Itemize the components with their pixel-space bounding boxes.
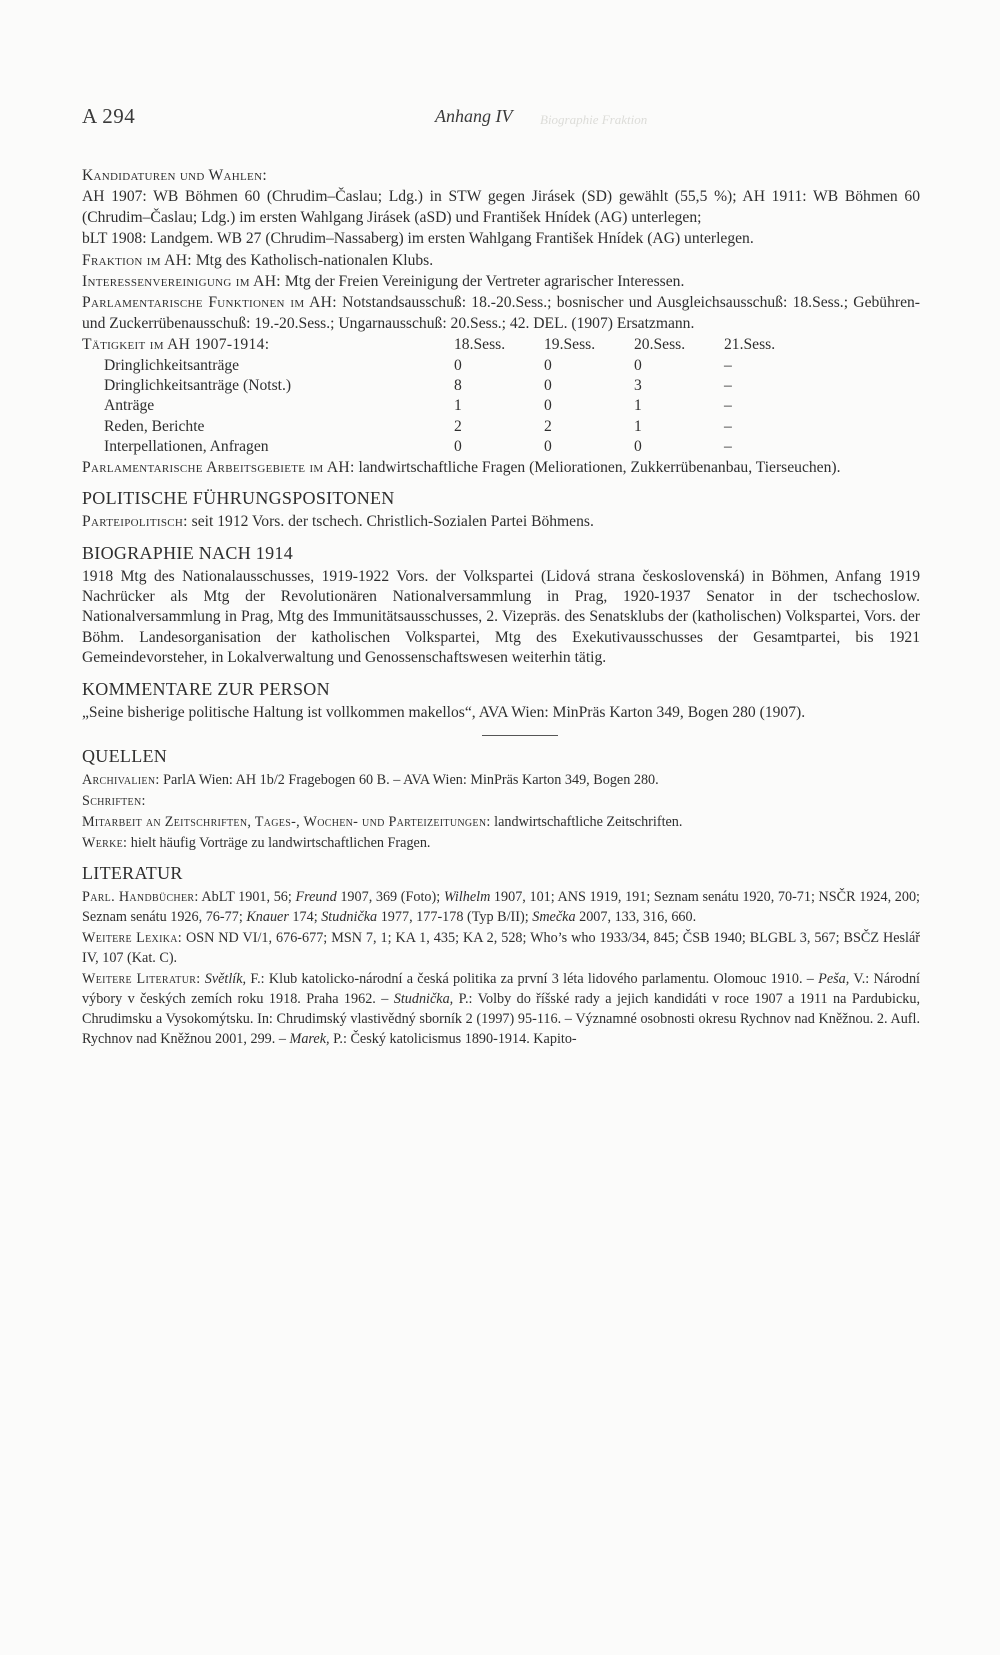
- lit-author: Studnička,: [393, 990, 454, 1007]
- lit-author: Peša,: [818, 970, 850, 987]
- lit-text: P.: Český katolicismus 1890-1914. Kapito-: [329, 1030, 577, 1047]
- interessen-label: Interessenvereinigung im AH:: [82, 273, 281, 291]
- activity-header: 21.Sess.: [724, 336, 776, 354]
- page-number: A 294: [82, 104, 136, 128]
- activity-cell: –: [724, 417, 732, 435]
- activity-cell: –: [724, 438, 732, 456]
- handbuecher-label: Parl. Handbücher:: [82, 888, 199, 905]
- section-heading-kommentare: KOMMENTARE ZUR PERSON: [82, 678, 330, 699]
- section-heading-fuehrung: POLITISCHE FÜHRUNGSPOSITONEN: [82, 488, 395, 509]
- activity-cell: –: [724, 377, 732, 395]
- fraktion-text: Mtg des Katholisch-nationalen Klubs.: [195, 251, 434, 269]
- section-heading-literatur: LITERATUR: [82, 862, 183, 883]
- handbuecher-entry: [82, 887, 920, 927]
- werke-text: hielt häufig Vorträge zu landwirtschaftlichen Fragen.: [130, 834, 431, 851]
- activity-header: 19.Sess.: [544, 336, 596, 354]
- section-heading-biographie: BIOGRAPHIE NACH 1914: [82, 542, 294, 563]
- section-heading-quellen: QUELLEN: [82, 745, 168, 766]
- kandidaturen-ah: AH 1907: WB Böhmen 60 (Chrudim–Časlau; Ldg.) in STW gegen Jirásek (SD) gewählt (55,5 %); AH 1911: WB Böhmen 60 (Chrudim–Časlau; Ldg.) im ersten Wahlgang Jirásek (aSD) und František Hnídek (AG) unterlegen;: [82, 188, 920, 226]
- interessen-text: Mtg der Freien Vereinigung der Vertreter agrarischer Interessen.: [284, 273, 685, 291]
- lexika-label: Weitere Lexika:: [82, 929, 182, 946]
- section-divider: [482, 735, 558, 736]
- activity-cell: 8: [454, 377, 462, 395]
- activity-cell: 0: [544, 356, 552, 374]
- activity-cell: 0: [634, 356, 642, 374]
- fuehrung-entry: [82, 512, 920, 532]
- lit-text: V.: Národní výbory v českých zemích roku 1918. Praha 1962. –: [82, 970, 920, 1007]
- arbeitsgebiete-entry: [82, 458, 920, 478]
- lexika-entry: [82, 928, 920, 968]
- activity-cell: 2: [544, 417, 552, 435]
- activity-row: [82, 396, 824, 416]
- activity-cell: 0: [454, 356, 462, 374]
- lexika-text: OSN ND VI/1, 676-677; MSN 7, 1; KA 1, 435; KA 2, 528; Who’s who 1933/34, 845; ČSB 1940; BLGBL 3, 567; BSČZ Heslář IV, 107 (Kat. C).: [82, 929, 920, 966]
- activity-row-label: Dringlichkeitsanträge (Notst.): [104, 377, 292, 395]
- activity-cell: 0: [544, 377, 552, 395]
- activity-cell: 1: [634, 397, 642, 415]
- lit-text: F.: Klub katolicko-národní a česká politika za první 3 léta lidového parlamentu. Olomouc 1910. –: [246, 970, 819, 987]
- activity-cell: 1: [454, 397, 462, 415]
- activity-cell: –: [724, 356, 732, 374]
- hb-text: 2007, 133, 316, 660.: [575, 908, 697, 925]
- werke-label: Werke:: [82, 834, 128, 851]
- fraktion-label: Fraktion im AH:: [82, 251, 192, 269]
- fraktion-entry: [82, 251, 920, 271]
- activity-cell: 3: [634, 377, 642, 395]
- funktionen-entry: [82, 293, 920, 334]
- activity-row: [82, 417, 824, 437]
- kandidaturen-label: Kandidaturen und Wahlen:: [82, 167, 267, 184]
- funktionen-label: Parlamentarische Funktionen im AH:: [82, 294, 337, 312]
- weitere-literatur-entry: [82, 969, 920, 1049]
- hb-text: AbLT 1901, 56;: [201, 888, 296, 905]
- kommentare-text: „Seine bisherige politische Haltung ist vollkommen makellos“, AVA Wien: MinPräs Karton 349, Bogen 280 (1907).: [82, 703, 806, 721]
- activity-row-label: Dringlichkeitsanträge: [104, 356, 240, 374]
- activity-cell: –: [724, 397, 732, 415]
- activity-row-label: Interpellationen, Anfragen: [104, 438, 269, 456]
- activity-row: [82, 437, 824, 457]
- archivalien-entry: [82, 770, 920, 790]
- kandidaturen-blt: bLT 1908: Landgem. WB 27 (Chrudim–Nassaberg) im ersten Wahlgang František Hnídek (AG) unterlegen.: [82, 230, 754, 248]
- fuehrung-label: Parteipolitisch:: [82, 513, 188, 531]
- activity-cell: 0: [544, 438, 552, 456]
- activity-row: [82, 356, 824, 376]
- schriften-label: Schriften:: [82, 792, 146, 809]
- hb-text: 174;: [288, 908, 322, 925]
- lit-author: Marek,: [289, 1030, 330, 1047]
- funktionen-text: Notstandsausschuß: 18.-20.Sess.; bosnischer und Ausgleichsausschuß: 18.Sess.; Gebühren- und Zuckerrübenausschuß: 19.-20.Sess.; Ungarnausschuß: 20.Sess.; 42. DEL. (1907) Ersatzmann.: [82, 294, 920, 332]
- archivalien-text: ParlA Wien: AH 1b/2 Fragebogen 60 B. – AVA Wien: MinPräs Karton 349, Bogen 280.: [163, 771, 659, 788]
- mitarbeit-entry: [82, 812, 920, 832]
- activity-cell: 1: [634, 417, 642, 435]
- activity-header: 20.Sess.: [634, 336, 686, 354]
- activity-header-row: [82, 335, 824, 355]
- mitarbeit-text: landwirtschaftliche Zeitschriften.: [494, 813, 683, 830]
- running-title: Anhang IV: [435, 106, 513, 126]
- activity-label: Tätigkeit im AH 1907-1914:: [82, 336, 270, 354]
- hb-author: Knauer: [246, 908, 289, 925]
- bleed-through-text: Biographie Fraktion: [540, 112, 648, 127]
- activity-table: [82, 335, 824, 457]
- lit-text: P.: Volby do říšské rady a jejich kandidáti v roce 1907 a 1911 na Pardubicku, Chrudimsku a Vysokomýtsku. In: Chrudimský vlastivědný sborník 2 (1997) 95-116. – Významné osobnosti okresu Rychnov nad Kněžnou. 2. Aufl. Rychnov nad Kněžnou 2001, 299. –: [82, 990, 920, 1047]
- activity-row-label: Anträge: [104, 397, 155, 415]
- page-body: [82, 166, 920, 1050]
- hb-author: Freund: [295, 888, 337, 905]
- arbeitsgebiete-text: landwirtschaftliche Fragen (Meliorationen, Zukkerrübenanbau, Tierseuchen).: [358, 458, 841, 476]
- hb-text: 1907, 101; ANS 1919, 191; Seznam senátu 1920, 70-71; NSČR 1924, 200; Seznam senátu 1926, 76-77;: [82, 888, 920, 925]
- hb-author: Studnička: [321, 908, 378, 925]
- hb-author: Smečka: [532, 908, 576, 925]
- hb-text: 1977, 177-178 (Typ B/II);: [377, 908, 533, 925]
- werke-entry: [82, 833, 920, 853]
- activity-cell: 0: [454, 438, 462, 456]
- activity-cell: 0: [634, 438, 642, 456]
- activity-row-label: Reden, Berichte: [104, 417, 205, 435]
- weitere-literatur-label: Weitere Literatur:: [82, 970, 201, 987]
- hb-text: 1907, 369 (Foto);: [336, 888, 444, 905]
- activity-cell: 2: [454, 417, 462, 435]
- fuehrung-text: seit 1912 Vors. der tschech. Christlich-Sozialen Partei Böhmens.: [191, 513, 594, 531]
- activity-header: 18.Sess.: [454, 336, 506, 354]
- biographie-text: 1918 Mtg des Nationalausschusses, 1919-1922 Vors. der Volkspartei (Lidová strana československá) in Böhmen, Anfang 1919 Nachrücker als Mtg der Revolutionären Nationalversammlung in Prag, 1920-1937 Senator in der tschechoslow. Nationalversammlung in Prag, Mtg des Immunitätsausschusses, 2. Vizepräs. des Senatsklubs der (katholischen) Volkspartei, Vors. der Böhm. Landesorganisation der katholischen Volkspartei, Mtg des Exekutivausschusses der Gesamtpartei, bis 1921 Gemeindevorsteher, in Lokalverwaltung und Genossenschaftswesen weiterhin tätig.: [82, 567, 920, 667]
- activity-cell: 0: [544, 397, 552, 415]
- hb-author: Wilhelm: [443, 888, 491, 905]
- mitarbeit-label: Mitarbeit an Zeitschriften, Tages-, Wochen- und Parteizeitungen:: [82, 813, 491, 830]
- interessen-entry: [82, 272, 920, 292]
- activity-row: [82, 376, 824, 396]
- archivalien-label: Archivalien:: [82, 771, 160, 788]
- lit-author: Světlík,: [204, 970, 247, 987]
- arbeitsgebiete-label: Parlamentarische Arbeitsgebiete im AH:: [82, 458, 355, 476]
